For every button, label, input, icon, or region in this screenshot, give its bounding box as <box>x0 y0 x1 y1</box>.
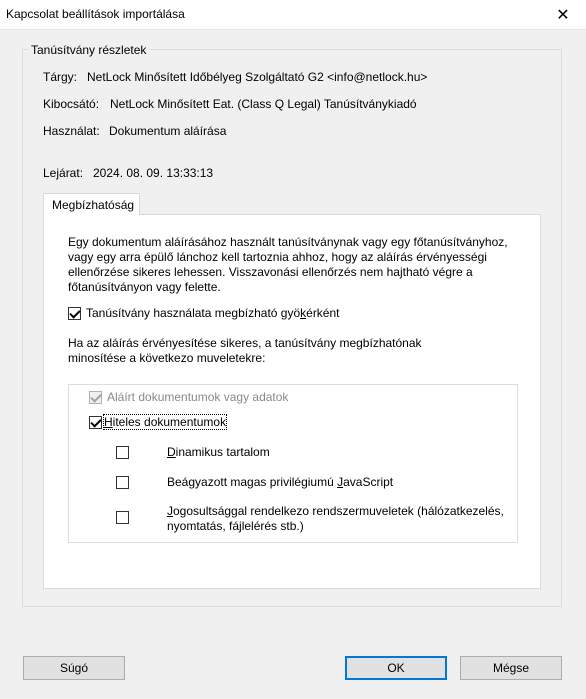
tab-trust-label: Megbízhatóság <box>52 198 135 212</box>
trust-note-line: Ha az aláírás érvényesítése sikeres, a tanúsítvány megbízhatónak <box>68 336 422 350</box>
usage-value: Dokumentum aláírása <box>109 124 227 138</box>
trust-description-line: főtanúsítványon vagy felette. <box>68 280 221 294</box>
cancel-button[interactable]: Mégse <box>460 656 562 680</box>
subject-row <box>43 70 428 84</box>
usage-label: Használat: <box>43 124 100 138</box>
javascript-option[interactable] <box>116 475 393 489</box>
window-title: Kapcsolat beállítások importálása <box>6 7 185 21</box>
certified-documents-option[interactable] <box>89 415 226 429</box>
certificate-details-legend: Tanúsítvány részletek <box>28 43 149 57</box>
trusted-root-label: Tanúsítvány használata megbízható gyökérként <box>86 306 340 320</box>
usage-row <box>43 124 227 138</box>
trust-description-line: vagy egy arra épülő lánchoz kell tartoznia ahhoz, hogy az aláírás érvényességi <box>68 250 487 264</box>
expiry-value: 2024. 08. 09. 13:33:13 <box>93 166 214 180</box>
issuer-row <box>43 97 417 111</box>
expiry-row <box>43 166 214 180</box>
ok-button[interactable]: OK <box>345 656 447 680</box>
trust-description-line: ellenőrzése sikeres lehessen. Visszavonási ellenőrzés nem hajtható végre a <box>68 265 473 279</box>
system-operations-option[interactable] <box>116 511 129 524</box>
title-bar <box>0 0 586 30</box>
trust-note-line: minosítése a következo muveletekre: <box>68 351 266 365</box>
system-operations-label: Jogosultsággal rendelkezo rendszermuveletek (hálózatkezelés, nyomtatás, fájlelérés stb.) <box>167 504 504 533</box>
dynamic-content-option[interactable] <box>116 445 270 459</box>
certified-documents-checkbox[interactable] <box>89 416 102 429</box>
trusted-root-option[interactable] <box>68 306 340 320</box>
trust-note <box>68 336 422 366</box>
issuer-value: NetLock Minősített Eat. (Class Q Legal) Tanúsítványkiadó <box>110 97 417 111</box>
javascript-label: Beágyazott magas privilégiumú JavaScript <box>167 475 394 489</box>
trust-description-line: Egy dokumentum aláírásához használt tanúsítványnak vagy egy főtanúsítványhoz, <box>68 235 508 249</box>
tab-trust[interactable] <box>43 193 140 215</box>
subject-label: Tárgy: <box>43 70 78 84</box>
trust-description <box>68 235 508 295</box>
system-operations-checkbox[interactable] <box>116 511 129 524</box>
signed-documents-option <box>89 390 288 404</box>
expiry-label: Lejárat: <box>43 166 84 180</box>
signed-documents-label: Aláírt dokumentumok vagy adatok <box>107 390 289 404</box>
dynamic-content-label: Dinamikus tartalom <box>167 445 270 459</box>
dynamic-content-checkbox[interactable] <box>116 446 129 459</box>
trusted-root-checkbox[interactable] <box>68 307 81 320</box>
certified-documents-label: Hiteles dokumentumok <box>104 415 227 429</box>
issuer-label: Kibocsátó: <box>43 97 100 111</box>
javascript-checkbox[interactable] <box>116 476 129 489</box>
signed-documents-checkbox <box>89 391 102 404</box>
close-icon[interactable]: ✕ <box>556 7 570 24</box>
subject-value: NetLock Minősített Időbélyeg Szolgáltató G2 <info@netlock.hu> <box>87 70 428 84</box>
help-button[interactable]: Súgó <box>23 656 125 680</box>
